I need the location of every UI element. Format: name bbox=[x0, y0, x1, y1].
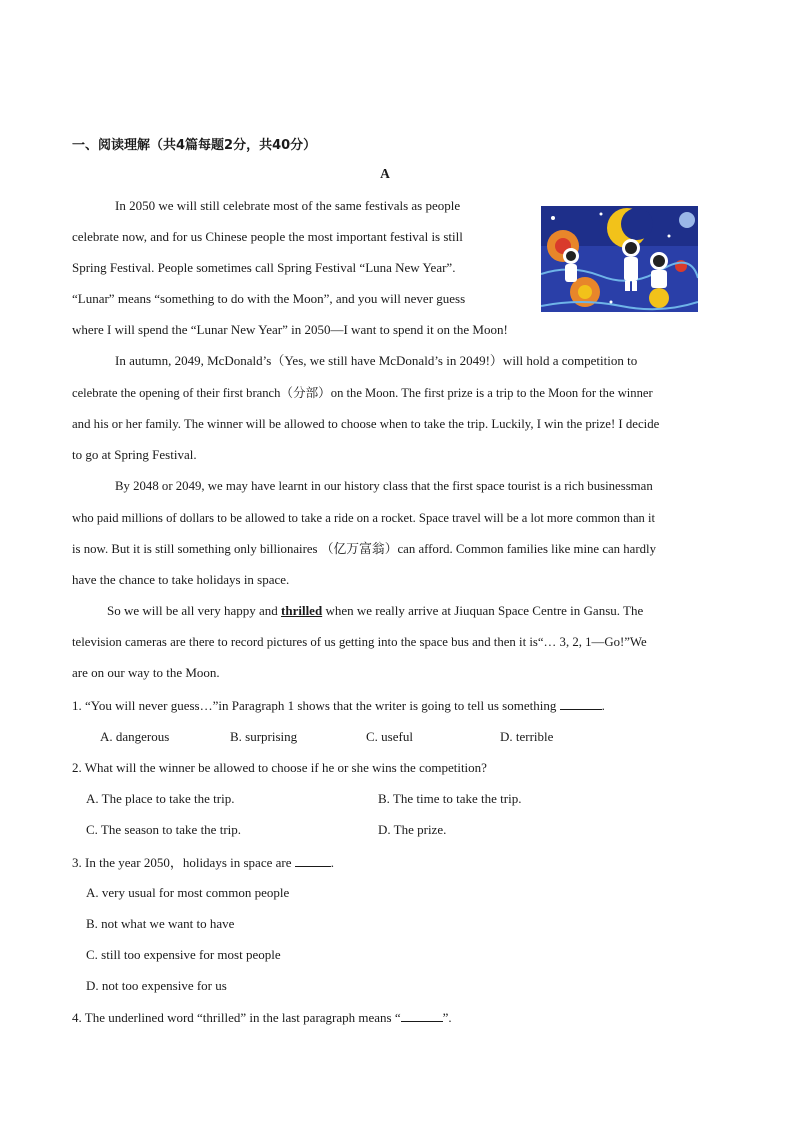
paragraph-3-line-4: have the chance to take holidays in space. bbox=[72, 572, 290, 587]
question-3-option-d: D. not too expensive for us bbox=[86, 978, 227, 993]
paragraph-2-line-3: and his or her family. The winner will be allowed to choose when to take the trip. Luckily, I win the prize! I decide bbox=[72, 417, 660, 431]
question-4-text: 4. The underlined word “thrilled” in the last paragraph means “ bbox=[72, 1010, 401, 1025]
question-1-option-b: B. surprising bbox=[230, 729, 298, 744]
question-4-end: ”. bbox=[442, 1010, 452, 1025]
question-2-option-b: B. The time to take the trip. bbox=[378, 791, 522, 806]
paragraph-4-text-after: when we really arrive at Jiuquan Space Centre in Gansu. The bbox=[322, 603, 644, 618]
paragraph-1-line-3: Spring Festival. People sometimes call Spring Festival “Luna New Year”. bbox=[72, 260, 456, 275]
paragraph-1-line-1: In 2050 we will still celebrate most of the same festivals as people bbox=[115, 198, 461, 213]
section-title: 一、阅读理解（共4篇每题2分，共40分） bbox=[72, 138, 317, 153]
question-1-end: . bbox=[601, 698, 605, 713]
paragraph-4-text-before: So we will be all very happy and bbox=[107, 603, 282, 618]
paragraph-4-line-1 bbox=[107, 603, 643, 619]
question-1-text: 1. “You will never guess…”in Paragraph 1 shows that the writer is going to tell us something bbox=[72, 698, 557, 713]
question-2-option-d: D. The prize. bbox=[378, 822, 447, 837]
paragraph-4-line-2: television cameras are there to record pictures of us getting into the space bus and then it is“… 3, 2, 1—Go!”We bbox=[72, 635, 647, 649]
question-4-stem bbox=[72, 1009, 452, 1026]
underlined-word: thrilled bbox=[281, 603, 323, 618]
question-1-stem bbox=[72, 697, 605, 714]
question-2-option-a: A. The place to take the trip. bbox=[86, 791, 235, 806]
question-3-option-c: C. still too expensive for most people bbox=[86, 947, 281, 962]
space-illustration bbox=[541, 206, 698, 312]
question-3-text: 3. In the year 2050，holidays in space are bbox=[72, 855, 292, 870]
paragraph-3-line-1: By 2048 or 2049, we may have learnt in our history class that the first space tourist is a rich businessman bbox=[115, 479, 653, 493]
paragraph-3-line-2: who paid millions of dollars to be allowed to take a ride on a rocket. Space travel will be a lot more common than it bbox=[72, 511, 656, 525]
paragraph-1-line-4: “Lunar” means “something to do with the Moon”, and you will never guess bbox=[72, 291, 466, 306]
passage-label: A bbox=[380, 166, 390, 181]
paragraph-3-line-3: is now. But it is still something only billionaires （亿万富翁）can afford. Common families like mine can hardly bbox=[72, 542, 656, 556]
question-2-stem: 2. What will the winner be allowed to choose if he or she wins the competition? bbox=[72, 760, 487, 775]
paragraph-1-line-5: where I will spend the “Lunar New Year” in 2050—I want to spend it on the Moon! bbox=[72, 322, 508, 337]
question-1-option-d: D. terrible bbox=[500, 729, 554, 744]
question-3-stem bbox=[72, 854, 334, 871]
question-3-option-a: A. very usual for most common people bbox=[86, 885, 290, 900]
paragraph-4-line-3: are on our way to the Moon. bbox=[72, 665, 220, 680]
question-1-option-a: A. dangerous bbox=[100, 729, 170, 744]
answer-blank bbox=[401, 1009, 443, 1022]
answer-blank bbox=[560, 697, 602, 710]
question-1-option-c: C. useful bbox=[366, 729, 413, 744]
paragraph-1-line-2: celebrate now, and for us Chinese people the most important festival is still bbox=[72, 229, 463, 244]
paragraph-2-line-4: to go at Spring Festival. bbox=[72, 447, 197, 462]
paragraph-2-line-1: In autumn, 2049, McDonald’s（Yes, we still have McDonald’s in 2049!）will hold a competition to bbox=[115, 353, 638, 368]
answer-blank bbox=[295, 854, 331, 867]
question-2-option-c: C. The season to take the trip. bbox=[86, 822, 242, 837]
question-3-end: . bbox=[330, 855, 334, 870]
paragraph-2-line-2: celebrate the opening of their first branch（分部）on the Moon. The first prize is a trip to the Moon for the winner bbox=[72, 386, 653, 400]
question-3-option-b: B. not what we want to have bbox=[86, 916, 235, 931]
